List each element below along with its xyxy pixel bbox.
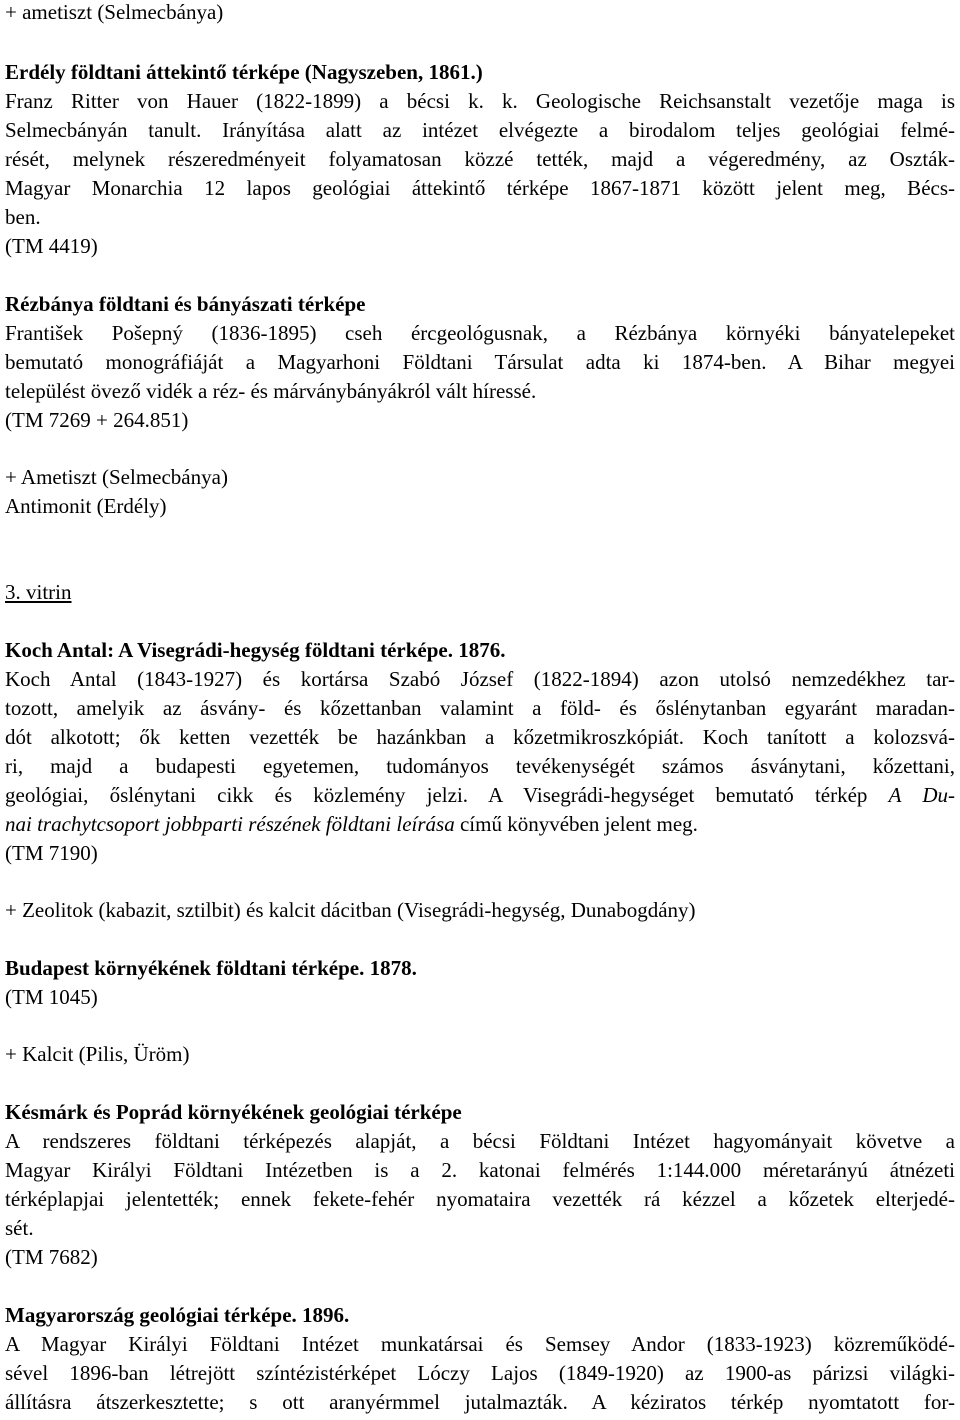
paragraph-line: térképlapjai jelentették; ennek fekete-fehér nyomataira vezették rá kézzel a kőzetek elterjedé- — [5, 1187, 955, 1211]
paragraph-line: Magyar Monarchia 12 lapos geológiai áttekintő térképe 1867-1871 között jelent meg, Bécs- — [5, 176, 955, 200]
tm-reference: (TM 1045) — [5, 985, 98, 1009]
book-title-italic: A Du- — [888, 783, 955, 807]
paragraph-line: Koch Antal (1843-1927) és kortársa Szabó József (1822-1894) azon utolsó nemzedékhez tar- — [5, 667, 955, 691]
paragraph-line: František Pošepný (1836-1895) cseh ércgeológusnak, a Rézbánya környéki bányatelepeket — [5, 321, 955, 345]
paragraph-line — [5, 810, 955, 838]
heading-budapest-map: Budapest környékének földtani térképe. 1878. — [5, 956, 417, 980]
text-run: geológiai, őslénytani cikk és közlemény jelzi. A Visegrádi-hegységet bemutató térkép — [5, 783, 889, 807]
paragraph-line: ben. — [5, 205, 41, 229]
paragraph-line: Magyar Királyi Földtani Intézetben is a 2. katonai felmérés 1:144.000 méretarányú átnézeti — [5, 1158, 955, 1182]
tm-reference: (TM 7190) — [5, 841, 98, 865]
tm-reference: (TM 4419) — [5, 234, 98, 258]
paragraph-line: bemutató monográfiáját a Magyarhoni Földtani Társulat adta ki 1874-ben. A Bihar megyei — [5, 350, 955, 374]
book-title-italic: nai trachytcsoport jobbparti részének földtani leírása — [5, 812, 455, 836]
item-ametiszt: + Ametiszt (Selmecbánya) — [5, 465, 228, 489]
paragraph-line: A Magyar Királyi Földtani Intézet munkatársai és Semsey Andor (1833-1923) közreműködé- — [5, 1332, 955, 1356]
heading-erdely-map: Erdély földtani áttekintő térképe (Nagyszeben, 1861.) — [5, 60, 483, 84]
tm-reference: (TM 7269 + 264.851) — [5, 408, 189, 432]
paragraph-line: települést övező vidék a réz- és márványbányákról vált híressé. — [5, 379, 537, 403]
paragraph-line: rését, melynek részeredményeit folyamatosan közzé tették, majd a végeredmény, az Oszták- — [5, 147, 955, 171]
text-run: című könyvében jelent meg. — [454, 812, 698, 836]
paragraph-line — [5, 781, 955, 809]
item-ametiszt: + ametiszt (Selmecbánya) — [5, 0, 224, 24]
heading-rezbanya-map: Rézbánya földtani és bányászati térképe — [5, 292, 366, 316]
paragraph-line: sét. — [5, 1216, 34, 1240]
heading-visegrad-map: Koch Antal: A Visegrádi-hegység földtani térképe. 1876. — [5, 638, 506, 662]
paragraph-line: Franz Ritter von Hauer (1822-1899) a bécsi k. k. Geologische Reichsanstalt vezetője maga is — [5, 89, 955, 113]
paragraph-line: A rendszeres földtani térképezés alapját, a bécsi Földtani Intézet hagyományait követve a — [5, 1129, 955, 1153]
section-vitrin-3: 3. vitrin — [5, 580, 72, 604]
item-antimonit: Antimonit (Erdély) — [5, 494, 167, 518]
paragraph-line: ri, majd a budapesti egyetemen, tudományos tevékenységét számos ásványtani, kőzettani, — [5, 754, 955, 778]
heading-hungary-map: Magyarország geológiai térképe. 1896. — [5, 1303, 350, 1327]
heading-kesmark-map: Késmárk és Poprád környékének geológiai térképe — [5, 1100, 462, 1124]
item-kalcit: + Kalcit (Pilis, Üröm) — [5, 1042, 190, 1066]
tm-reference: (TM 7682) — [5, 1245, 98, 1269]
paragraph-line: sével 1896-ban létrejött színtézistérképet Lóczy Lajos (1849-1920) az 1900-as párizsi világki- — [5, 1361, 955, 1385]
paragraph-line: állításra átszerkesztette; s ott aranyérmmel jutalmazták. A kéziratos térkép nyomtatott for- — [5, 1390, 955, 1414]
paragraph-line: tozott, amelyik az ásvány- és kőzettanban valamint a föld- és őslénytanban egyaránt maradan- — [5, 696, 955, 720]
paragraph-line: Selmecbányán tanult. Irányítása alatt az intézet elvégezte a birodalom teljes geológiai felmé- — [5, 118, 955, 142]
item-zeolitok: + Zeolitok (kabazit, sztilbit) és kalcit dácitban (Visegrádi-hegység, Dunabogdány) — [5, 898, 696, 922]
paragraph-line: dót alkotott; ők ketten vezették be hazánkban a kőzetmikroszkópiát. Koch tanított a kolozsvá- — [5, 725, 955, 749]
